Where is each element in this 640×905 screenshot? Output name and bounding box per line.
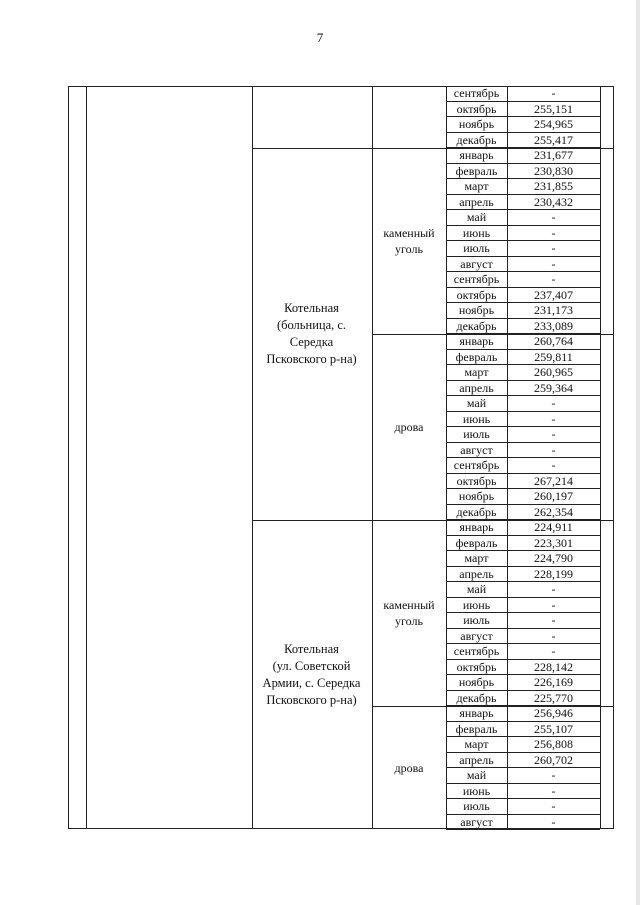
month-cell: сентябрь <box>446 458 507 474</box>
month-cell: февраль <box>446 164 507 180</box>
value-cell: - <box>507 427 600 443</box>
value-cell: 260,197 <box>507 489 600 505</box>
month-cell: июль <box>446 799 507 815</box>
fuel-type-label <box>373 597 445 629</box>
fuel-type-line: дрова <box>394 761 424 775</box>
month-cell: октябрь <box>446 474 507 490</box>
month-cell: январь <box>446 334 507 350</box>
month-cell: декабрь <box>446 319 507 335</box>
value-cell: 231,173 <box>507 303 600 319</box>
fuel-type-label <box>373 760 445 776</box>
month-cell: декабрь <box>446 505 507 521</box>
value-cell: 226,169 <box>507 675 600 691</box>
value-cell: - <box>507 644 600 660</box>
value-cell: - <box>507 210 600 226</box>
month-cell: сентябрь <box>446 272 507 288</box>
month-cell: июнь <box>446 784 507 800</box>
month-cell: ноябрь <box>446 117 507 133</box>
month-cell: июль <box>446 613 507 629</box>
value-cell: - <box>507 815 600 831</box>
month-cell: январь <box>446 520 507 536</box>
month-cell: апрель <box>446 753 507 769</box>
value-cell: - <box>507 458 600 474</box>
fuel-type-line: уголь <box>395 614 423 628</box>
value-cell: 224,790 <box>507 551 600 567</box>
value-cell: - <box>507 799 600 815</box>
boiler-house-name <box>253 641 370 709</box>
value-cell: 260,702 <box>507 753 600 769</box>
value-cell: 225,770 <box>507 691 600 707</box>
month-cell: сентябрь <box>446 86 507 102</box>
value-cell: 230,830 <box>507 164 600 180</box>
boiler-house-name-line: (ул. Советской <box>272 659 351 673</box>
column-divider <box>600 86 601 829</box>
value-cell: - <box>507 272 600 288</box>
value-cell: 233,089 <box>507 319 600 335</box>
month-cell: май <box>446 210 507 226</box>
value-cell: 224,911 <box>507 520 600 536</box>
column-divider <box>252 86 253 829</box>
value-cell: 228,199 <box>507 567 600 583</box>
fuel-type-label <box>373 419 445 435</box>
column-divider <box>372 86 373 829</box>
month-cell: март <box>446 365 507 381</box>
month-cell: август <box>446 629 507 645</box>
month-cell: февраль <box>446 722 507 738</box>
month-cell: сентябрь <box>446 644 507 660</box>
value-cell: 267,214 <box>507 474 600 490</box>
value-cell: - <box>507 396 600 412</box>
month-cell: август <box>446 443 507 459</box>
value-cell: - <box>507 598 600 614</box>
month-cell: февраль <box>446 536 507 552</box>
month-cell: январь <box>446 148 507 164</box>
month-cell: июль <box>446 241 507 257</box>
month-cell: декабрь <box>446 691 507 707</box>
month-cell: август <box>446 815 507 831</box>
value-cell: 237,407 <box>507 288 600 304</box>
value-cell: - <box>507 241 600 257</box>
value-cell: - <box>507 582 600 598</box>
month-cell: апрель <box>446 567 507 583</box>
month-cell: апрель <box>446 195 507 211</box>
value-cell: 223,301 <box>507 536 600 552</box>
boiler-house-name-line: Псковского р-на) <box>266 352 357 366</box>
value-cell: 255,417 <box>507 133 600 149</box>
scan-edge <box>636 0 640 905</box>
value-cell: - <box>507 613 600 629</box>
month-cell: май <box>446 396 507 412</box>
month-cell: ноябрь <box>446 489 507 505</box>
value-cell: 230,432 <box>507 195 600 211</box>
month-cell: декабрь <box>446 133 507 149</box>
month-cell: июнь <box>446 226 507 242</box>
value-cell: - <box>507 412 600 428</box>
month-cell: март <box>446 737 507 753</box>
month-cell: февраль <box>446 350 507 366</box>
fuel-type-line: дрова <box>394 420 424 434</box>
fuel-type-line: каменный <box>383 598 435 612</box>
month-cell: октябрь <box>446 288 507 304</box>
boiler-house-name-line: (больница, с. <box>276 318 347 332</box>
month-cell: октябрь <box>446 660 507 676</box>
column-divider <box>86 86 87 829</box>
month-cell: апрель <box>446 381 507 397</box>
value-cell: 231,855 <box>507 179 600 195</box>
month-cell: июнь <box>446 598 507 614</box>
month-cell: ноябрь <box>446 675 507 691</box>
value-cell: 228,142 <box>507 660 600 676</box>
boiler-house-name-line: Середка <box>289 335 334 349</box>
boiler-house-name-line: Котельная <box>284 301 339 315</box>
value-cell: 256,946 <box>507 706 600 722</box>
month-cell: октябрь <box>446 102 507 118</box>
value-cell: 256,808 <box>507 737 600 753</box>
value-cell: 254,965 <box>507 117 600 133</box>
fuel-type-line: каменный <box>383 226 435 240</box>
value-cell: - <box>507 784 600 800</box>
value-cell: - <box>507 86 600 102</box>
fuel-type-label <box>373 225 445 257</box>
value-cell: - <box>507 226 600 242</box>
value-cell: 260,965 <box>507 365 600 381</box>
month-cell: март <box>446 551 507 567</box>
value-cell: 231,677 <box>507 148 600 164</box>
boiler-house-name <box>253 300 370 368</box>
value-cell: 260,764 <box>507 334 600 350</box>
fuel-type-line: уголь <box>395 242 423 256</box>
page-number: 7 <box>316 30 324 45</box>
value-cell: 255,151 <box>507 102 600 118</box>
value-cell: 262,354 <box>507 505 600 521</box>
month-cell: июнь <box>446 412 507 428</box>
value-cell: - <box>507 443 600 459</box>
month-cell: июль <box>446 427 507 443</box>
value-cell: - <box>507 768 600 784</box>
month-cell: ноябрь <box>446 303 507 319</box>
month-cell: май <box>446 582 507 598</box>
month-cell: май <box>446 768 507 784</box>
month-cell: январь <box>446 706 507 722</box>
value-cell: 259,811 <box>507 350 600 366</box>
boiler-house-name-line: Котельная <box>284 642 339 656</box>
month-cell: март <box>446 179 507 195</box>
boiler-house-name-line: Армии, с. Середка <box>262 676 361 690</box>
value-cell: 259,364 <box>507 381 600 397</box>
value-cell: - <box>507 257 600 273</box>
month-cell: август <box>446 257 507 273</box>
value-cell: 255,107 <box>507 722 600 738</box>
boiler-house-name-line: Псковского р-на) <box>266 693 357 707</box>
value-cell: - <box>507 629 600 645</box>
